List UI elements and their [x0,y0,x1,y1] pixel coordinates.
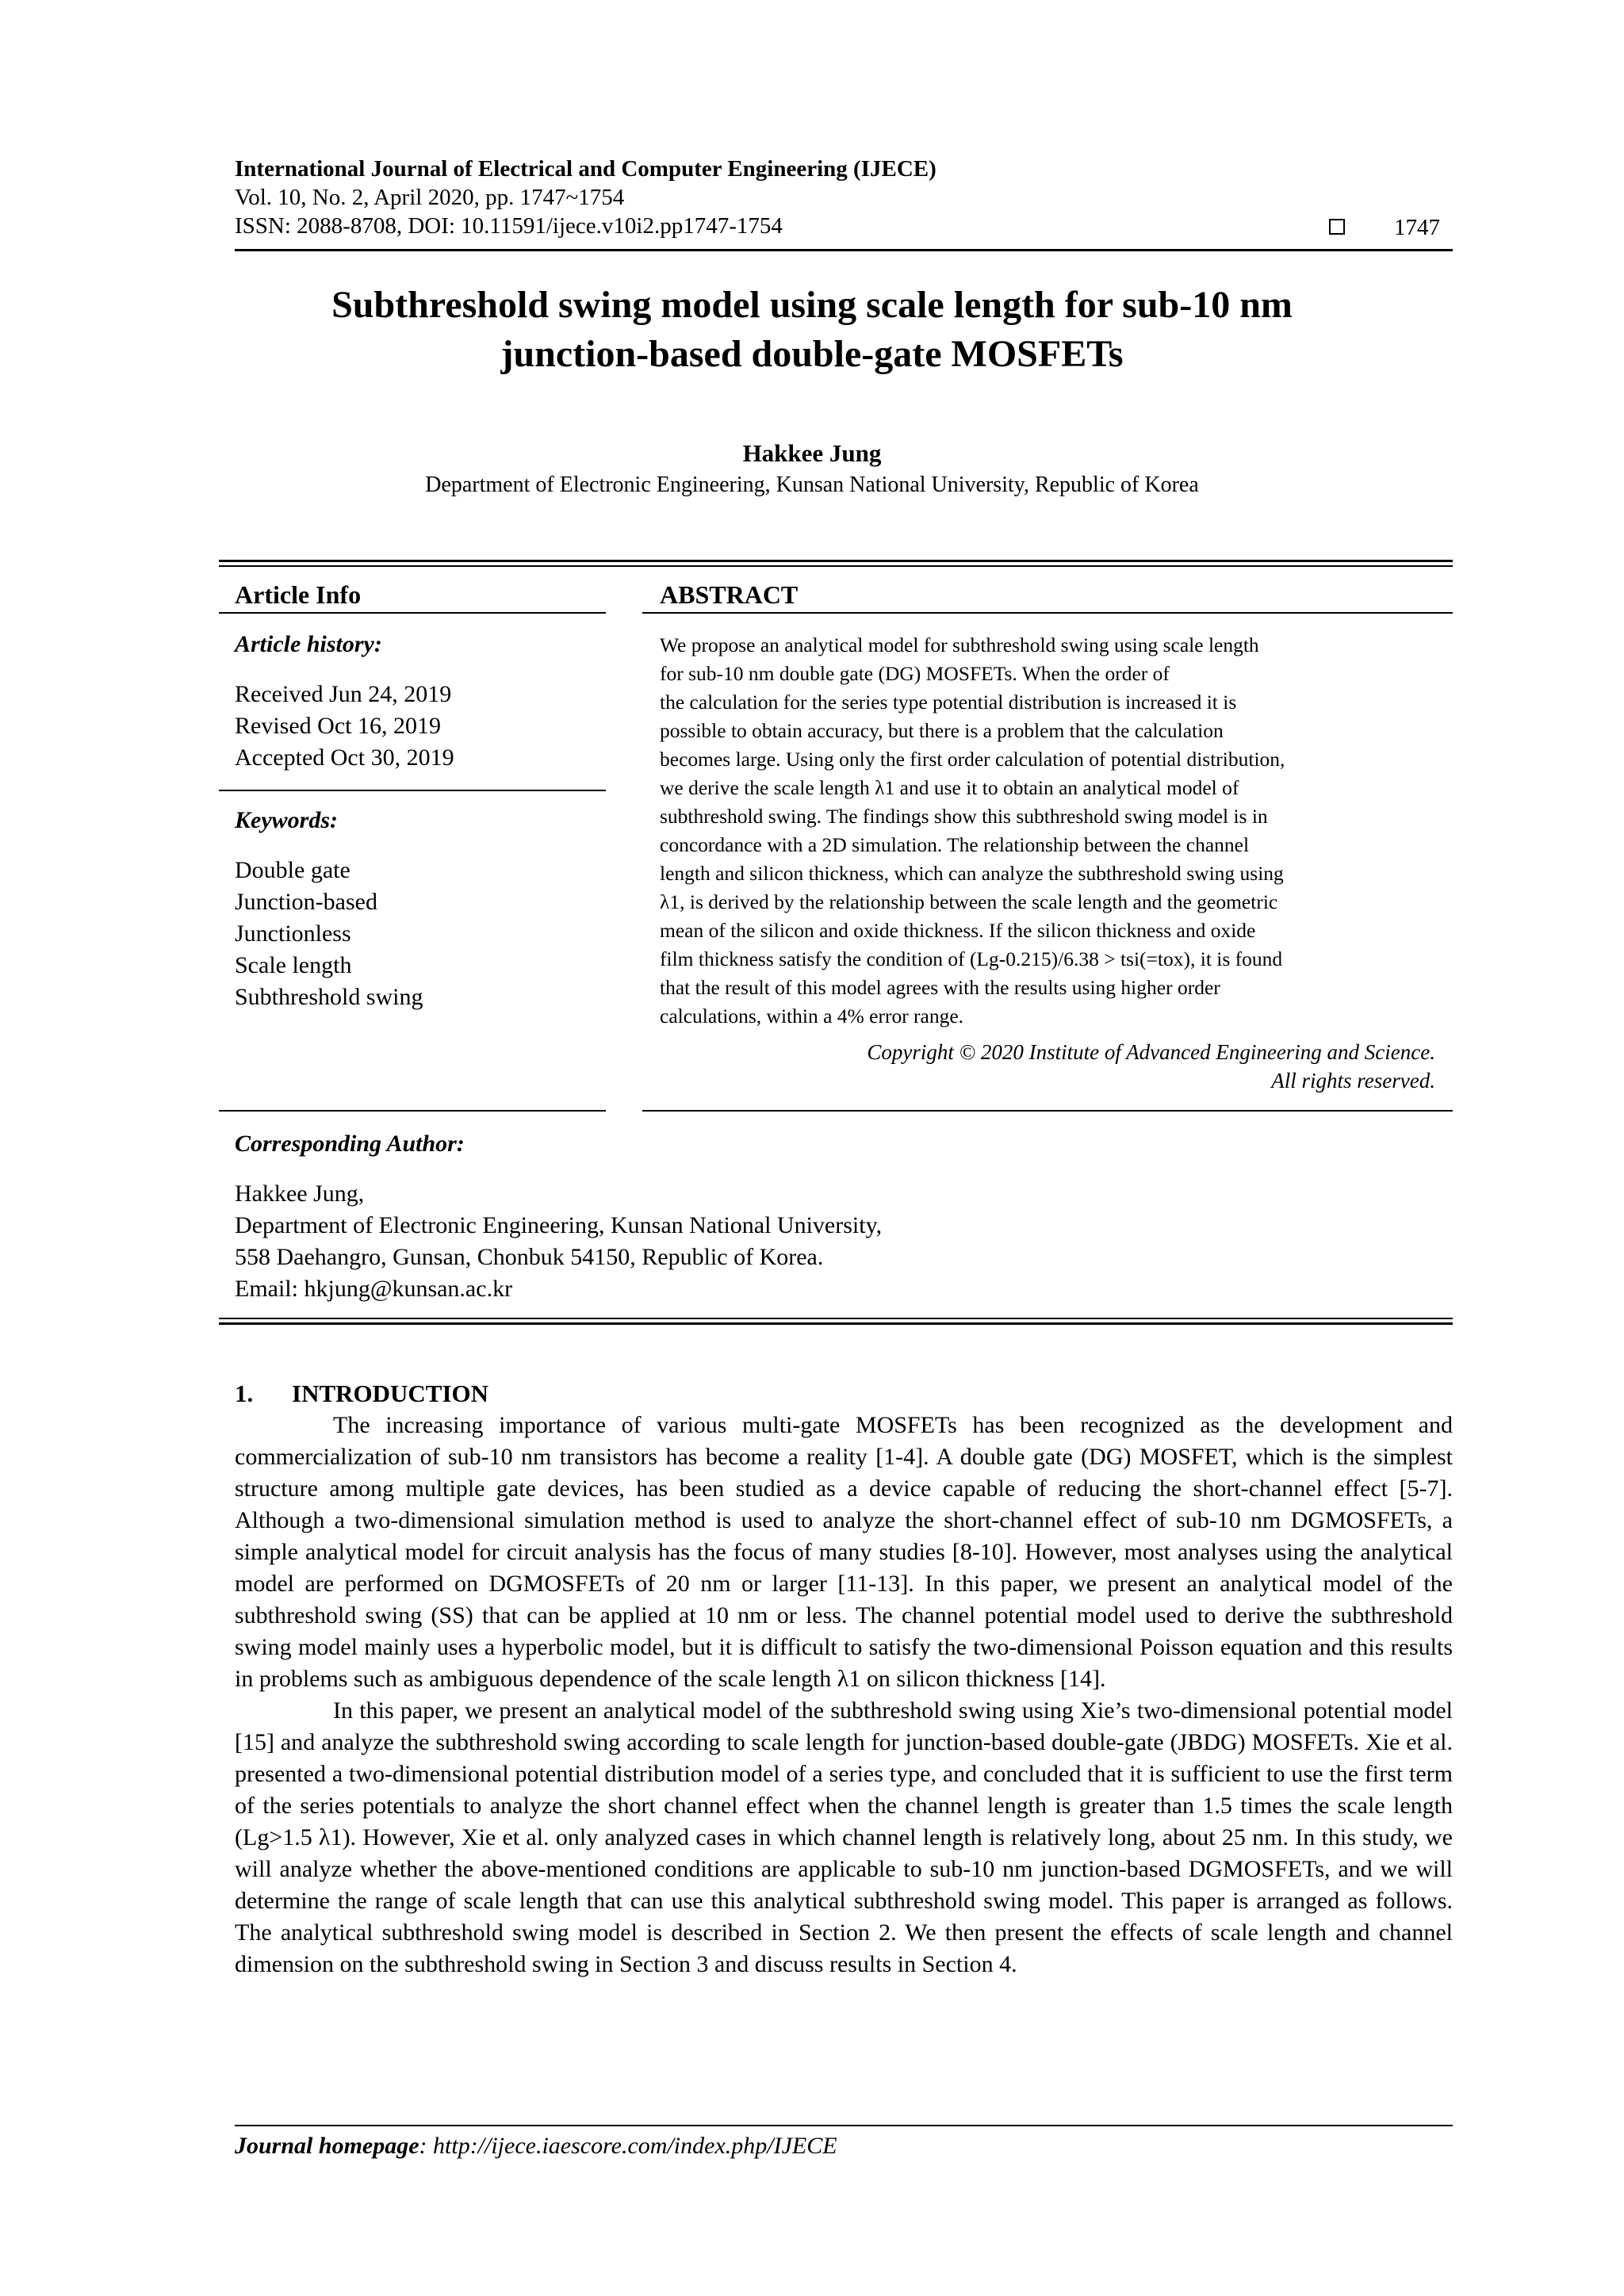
abstract-bottom-rule [642,1110,1453,1112]
paper-title-line1: Subthreshold swing model using scale length for sub-10 nm [331,284,1293,326]
keyword-item: Junction-based [235,889,377,915]
corresponding-line: 558 Daehangro, Gunsan, Chonbuk 54150, Republic of Korea. [235,1244,824,1270]
accepted-date: Accepted Oct 30, 2019 [235,744,454,771]
copyright-line1: Copyright © 2020 Institute of Advanced Engineering and Science. [867,1040,1435,1064]
article-history-heading: Article history: [235,631,382,657]
abstract-line: possible to obtain accuracy, but there is a problem that the calculation [660,719,1224,742]
abstract-line: calculations, within a 4% error range. [660,1004,964,1027]
checkbox-icon [1329,219,1345,239]
issn-doi: ISSN: 2088-8708, DOI: 10.11591/ijece.v10i2.pp1747-1754 [235,213,783,239]
abstract-line: mean of the silicon and oxide thickness. If the silicon thickness and oxide [660,919,1256,942]
infobox-rule-bottom [219,1318,1453,1319]
section-number: 1. [235,1380,254,1407]
abstract-line: We propose an analytical model for subthreshold swing using scale length [660,633,1259,656]
corresponding-line: Hakkee Jung, [235,1181,365,1207]
keyword-item: Scale length [235,952,352,978]
footer-label: Journal homepage [235,2133,419,2159]
revised-date: Revised Oct 16, 2019 [235,713,441,739]
intro-body [235,1410,1453,1980]
section-heading: INTRODUCTION [292,1380,489,1407]
abstract-line: λ1, is derived by the relationship between the scale length and the geometric [660,890,1278,913]
infobox-rule-top [219,560,1453,562]
intro-paragraph-1: The increasing importance of various multi-gate MOSFETs has been recognized as the development and commercialization of sub-10 nm transistors has become a reality [1-4]. A double gate (DG) MOSFET, which is the simplest structure among multiple gate devices, has been studied as a device capable of reducing the short-channel effect [5-7]. Although a two-dimensional simulation method is used to analyze the short-channel effect of sub-10 nm DGMOSFETs, a simple analytical model for circuit analysis has the focus of many studies [8-10]. However, most analyses using the analytical model are performed on DGMOSFETs of 20 nm or larger [11-13]. In this paper, we present an analytical model of the subthreshold swing (SS) that can be applied at 10 nm or less. The channel potential model used to derive the subthreshold swing model mainly uses a hyperbolic model, but it is difficult to satisfy the two-dimensional Poisson equation and this results in problems such as ambiguous dependence of the scale length λ1 on silicon thickness [14]. [235,1412,1453,1692]
abstract-line: for sub-10 nm double gate (DG) MOSFETs. When the order of [660,662,1170,685]
history-rule [219,790,606,791]
abstract-line: the calculation for the series type potential distribution is increased it is [660,691,1237,714]
abstract-line: we derive the scale length λ1 and use it to obtain an analytical model of [660,776,1239,799]
article-info-rule [219,612,606,614]
abstract-heading: ABSTRACT [660,580,799,609]
volume-info: Vol. 10, No. 2, April 2020, pp. 1747~1754 [235,185,625,210]
corresponding-email: Email: hkjung@kunsan.ac.kr [235,1276,513,1302]
infobox-rule-bottom-2 [219,1322,1453,1325]
intro-paragraph-2: In this paper, we present an analytical model of the subthreshold swing using Xie’s two-dimensional potential model [15] and analyze the subthreshold swing according to scale length for junction-based double-gate (JBDG) MOSFETs. Xie et al. presented a two-dimensional potential distribution model of a series type, and concluded that it is sufficient to use the first term of the series potentials to analyze the short channel effect when the channel length is greater than 1.5 times the scale length (Lg>1.5 λ1). However, Xie et al. only analyzed cases in which channel length is relatively long, about 25 nm. In this study, we will analyze whether the above-mentioned conditions are applicable to sub-10 nm junction-based DGMOSFETs, and we will determine the range of scale length that can use this analytical subthreshold swing model. This paper is arranged as follows. The analytical subthreshold swing model is described in Section 2. We then present the effects of scale length and channel dimension on the subthreshold swing in Section 3 and discuss results in Section 4. [235,1697,1453,1977]
author-affiliation: Department of Electronic Engineering, Kunsan National University, Republic of Korea [425,473,1199,497]
corresponding-heading: Corresponding Author: [235,1131,465,1157]
keyword-item: Subthreshold swing [235,984,423,1010]
abstract-rule [642,612,1453,614]
footer [235,2133,837,2160]
received-date: Received Jun 24, 2019 [235,681,452,707]
abstract-line: concordance with a 2D simulation. The relationship between the channel [660,833,1250,856]
journal-name: International Journal of Electrical and Computer Engineering (IJECE) [235,156,936,182]
page-number: 1747 [1394,215,1440,240]
article-info-heading: Article Info [235,580,362,609]
article-info-bottom-rule [219,1110,606,1112]
abstract-line: length and silicon thickness, which can analyze the subthreshold swing using [660,862,1284,885]
paper-title-line2: junction-based double-gate MOSFETs [500,333,1124,375]
keywords-heading: Keywords: [235,807,338,833]
corresponding-line: Department of Electronic Engineering, Kunsan National University, [235,1212,883,1238]
abstract-line: becomes large. Using only the first order calculation of potential distribution, [660,748,1285,771]
abstract-line: that the result of this model agrees with the results using higher order [660,976,1220,999]
abstract-line: film thickness satisfy the condition of (Lg-0.215)/6.38 > tsi(=tox), it is found [660,947,1283,970]
keyword-item: Junctionless [235,920,351,947]
abstract-body [660,631,1435,1031]
header-rule [235,249,1453,251]
author-name: Hakkee Jung [742,439,882,467]
abstract-line: subthreshold swing. The findings show this subthreshold swing model is in [660,805,1268,828]
copyright-line2: All rights reserved. [1271,1069,1435,1093]
footer-rule [235,2125,1453,2126]
footer-url[interactable]: : http://ijece.iaescore.com/index.php/IJECE [419,2133,837,2159]
keyword-item: Double gate [235,857,350,883]
infobox-rule-top-2 [219,565,1453,567]
